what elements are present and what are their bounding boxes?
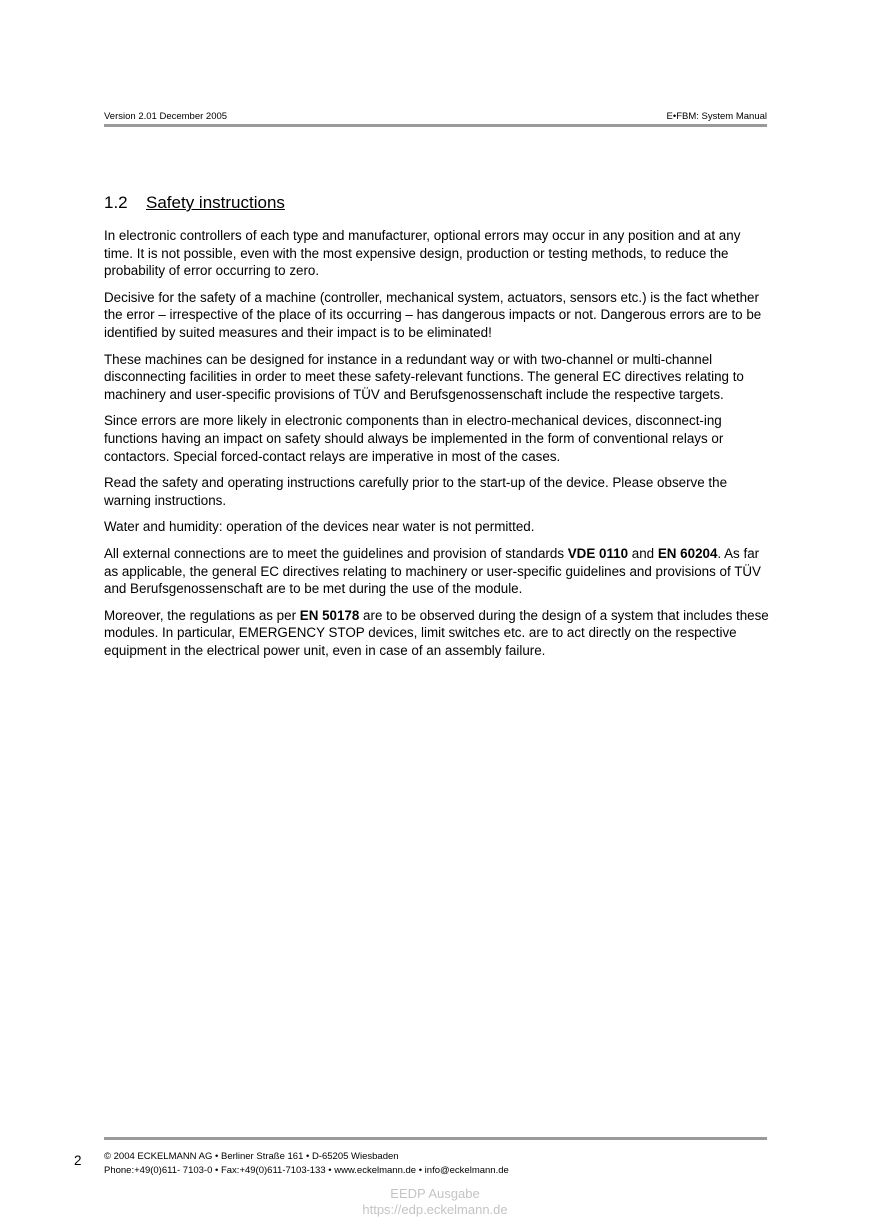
section-number: 1.2: [104, 193, 128, 212]
paragraph-3: These machines can be designed for instance in a redundant way or with two-channel or multi-channel disconnecting facilities in order to meet these safety-relevant functions. The general EC directives relating to machinery and user-specific provisions of TÜV and Berufsgenossenschaft include the respective targets.: [104, 351, 744, 402]
watermark-line-1: EEDP Ausgabe: [390, 1186, 480, 1201]
standard-en-50178: EN 50178: [299, 607, 360, 623]
footer-address: © 2004 ECKELMANN AG • Berliner Straße 161 • D-65205 Wiesbaden: [104, 1151, 399, 1162]
paragraph-5: Read the safety and operating instructions carefully prior to the start-up of the device. Please observe the warning instructions.: [104, 475, 728, 508]
page-header: [104, 111, 767, 122]
paragraph-7-text: All external connections are to meet the guidelines and provision of standards: [104, 545, 568, 561]
watermark: [0, 1186, 870, 1218]
footer-rule: [104, 1137, 767, 1140]
paragraph-6: Water and humidity: operation of the devices near water is not permitted.: [104, 519, 535, 535]
paragraph-7-text: . As far as applicable, the general EC directives relating to machinery or user-specific guidelines and provisions of TÜV and Berufsgenossenschaft are to be met during the use of the module.: [104, 545, 761, 597]
paragraph-2: Decisive for the safety of a machine (controller, mechanical system, actuators, sensors etc.) is the fact whether the error – irrespective of the place of its occurring – has dangerous impacts or not. Dangerous errors are to be identified by suited measures and their impact is to be eliminated!: [104, 289, 762, 340]
paragraph-8-text: are to be observed during the design of a system that includes these modules. In particular, EMERGENCY STOP devices, limit switches etc. are to act directly on the respective equipment in the electrical power unit, even in case of an assembly failure.: [104, 607, 769, 658]
section-heading: [104, 193, 285, 213]
body-text: [104, 227, 770, 668]
footer-contact: Phone:+49(0)611- 7103-0 • Fax:+49(0)611-7103-133 • www.eckelmann.de • info@eckelmann.de: [104, 1165, 509, 1176]
page-number: 2: [74, 1153, 82, 1168]
version-label: Version 2.01 December 2005: [104, 111, 228, 122]
paragraph-7: [104, 545, 770, 598]
section-title: Safety instructions: [146, 193, 285, 212]
paragraph-8: [104, 607, 770, 660]
paragraph-8-text: Moreover, the regulations as per: [104, 607, 300, 623]
paragraph-7-text: and: [628, 545, 658, 561]
page-footer: [104, 1150, 509, 1178]
manual-title: E•FBM: System Manual: [666, 111, 767, 122]
paragraph-1: In electronic controllers of each type and manufacturer, optional errors may occur in any position and at any time. It is not possible, even with the most expensive design, production or testing methods, to reduce the probability of error occurring to zero.: [104, 228, 741, 279]
header-rule: [104, 124, 767, 127]
standard-en-60204: EN 60204: [657, 545, 718, 561]
paragraph-4: Since errors are more likely in electronic components than in electro-mechanical devices, disconnect-ing functions having an impact on safety should always be implemented in the form of conventional relays or contactors. Special forced-contact relays are imperative in most of the cases.: [104, 413, 724, 464]
standard-vde-0110: VDE 0110: [567, 545, 629, 561]
watermark-line-2: https://edp.eckelmann.de: [362, 1202, 508, 1217]
